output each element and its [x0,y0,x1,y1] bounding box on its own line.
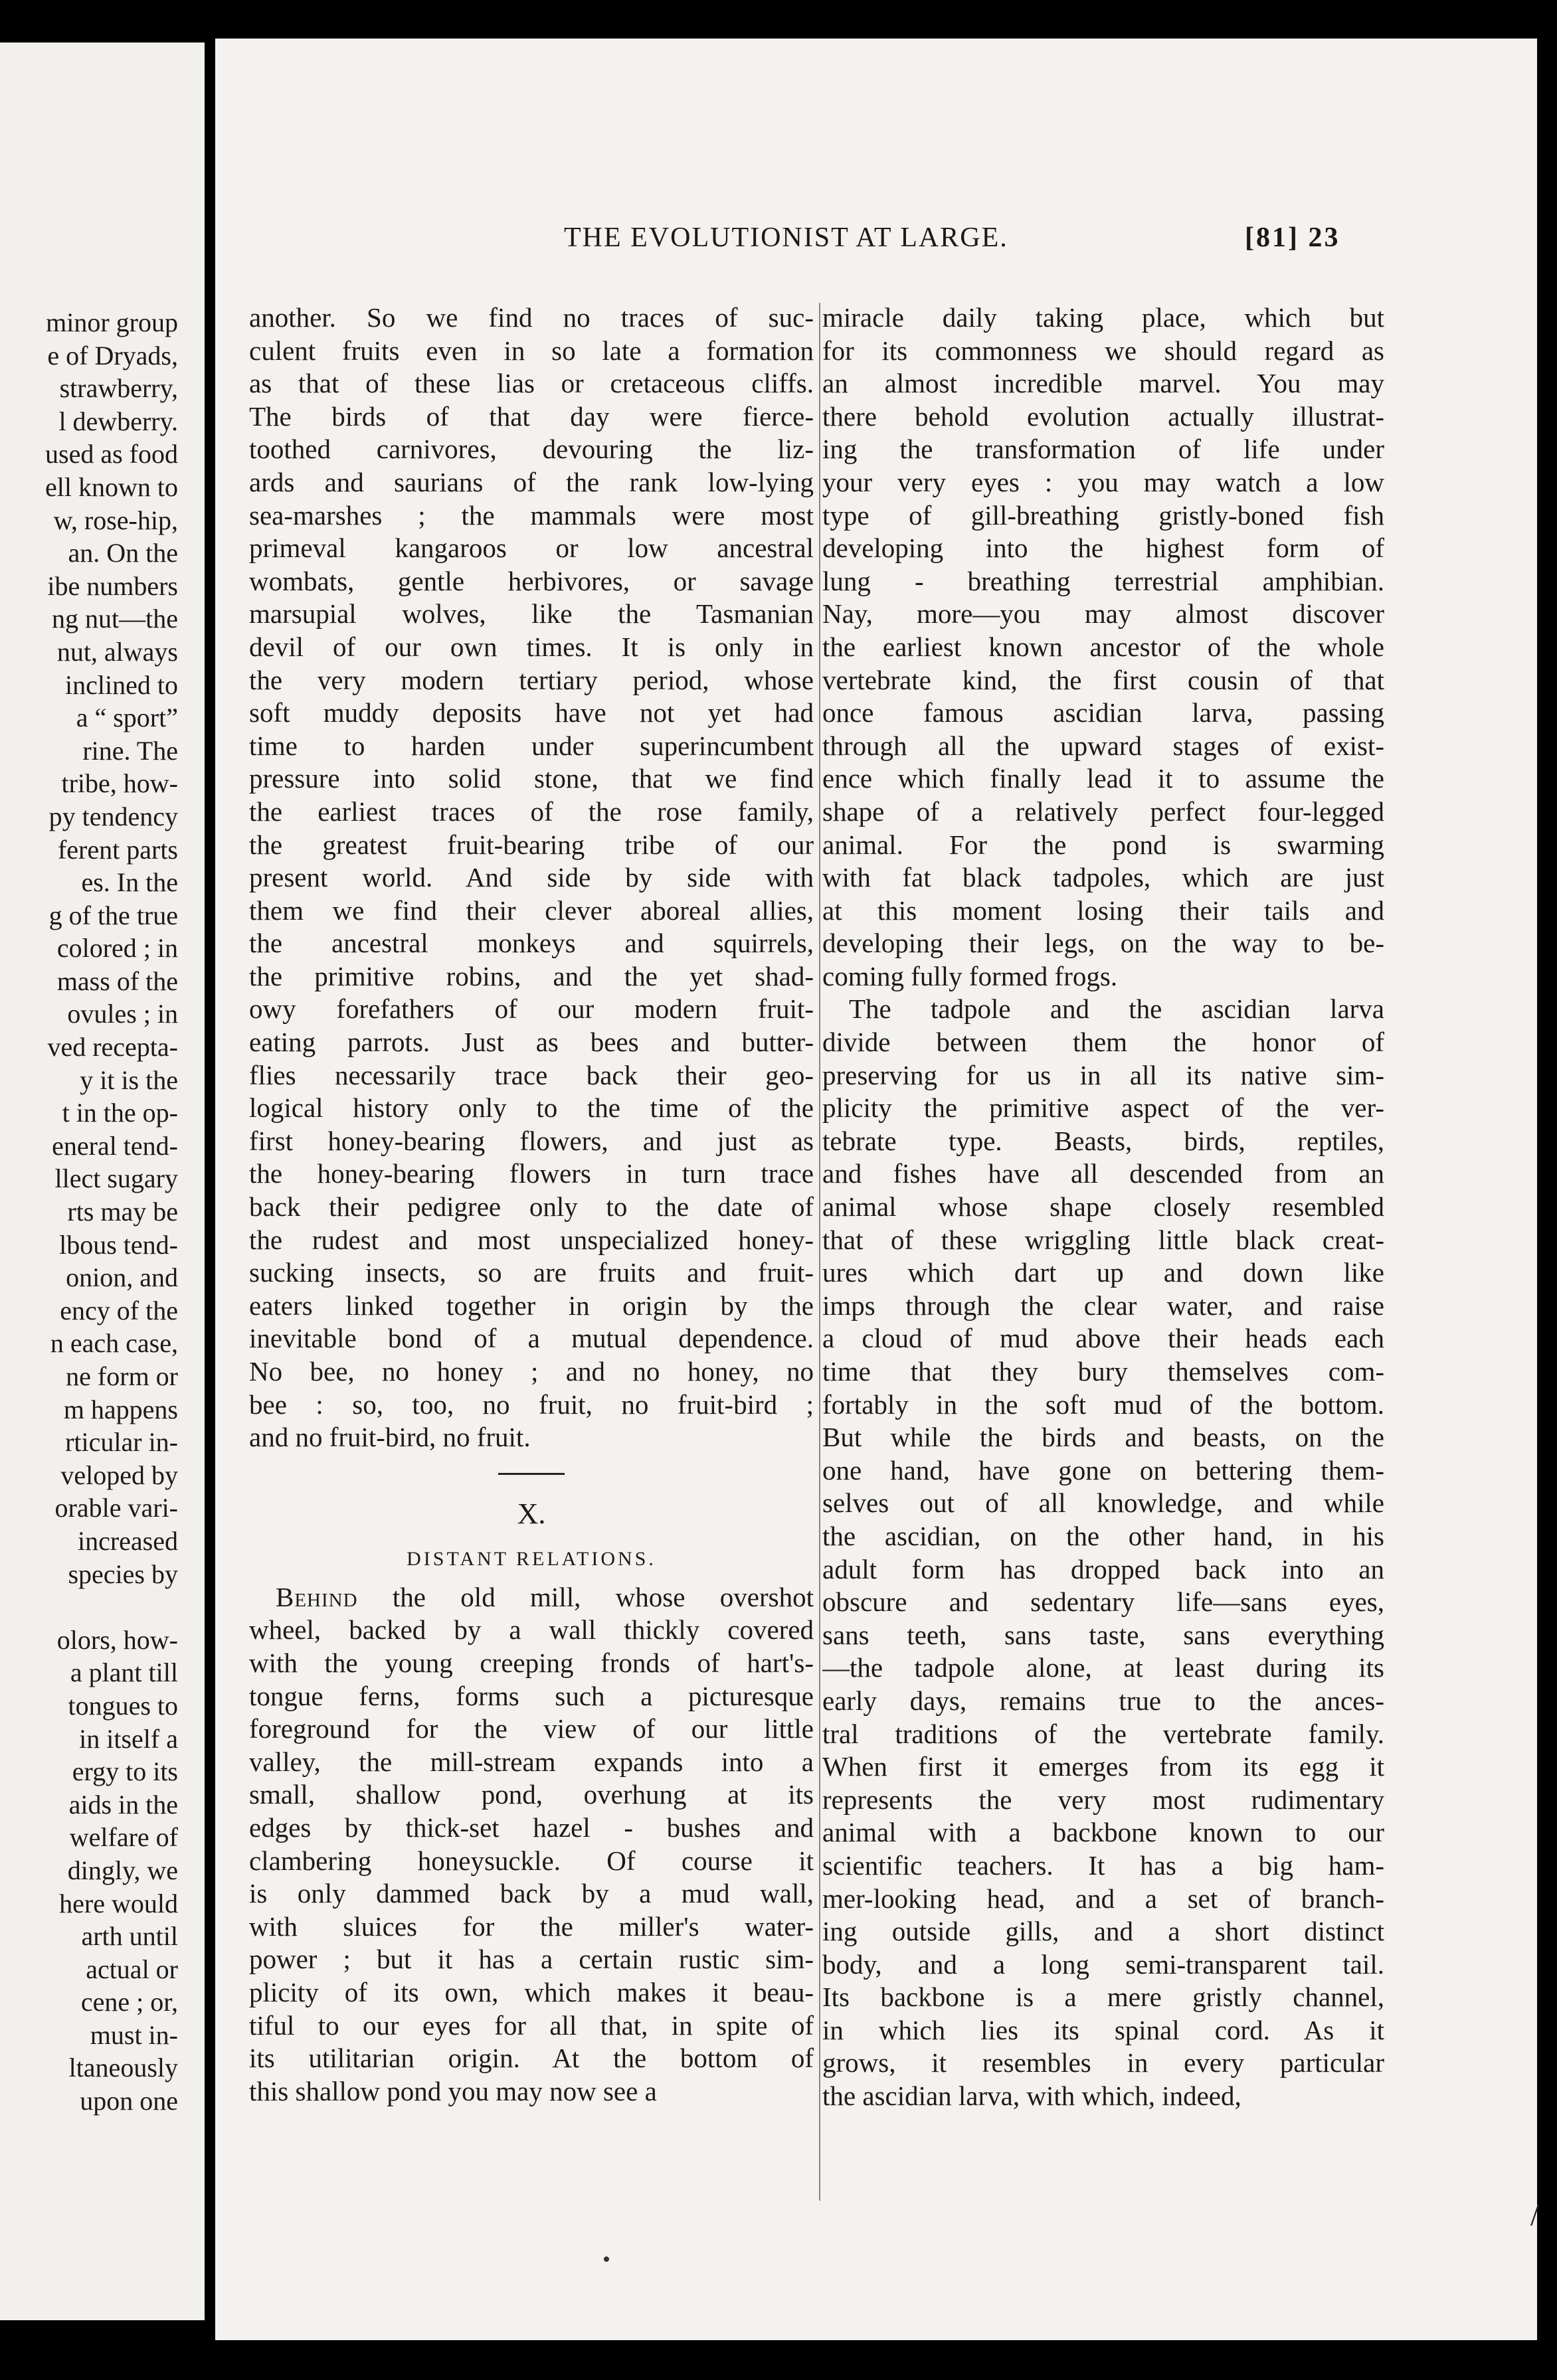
text-line: divide between them the honor of [822,1027,1384,1058]
text-line: time that they bury themselves com- [822,1356,1384,1387]
section-separator-rule [498,1473,565,1475]
text-line: The tadpole and the ascidian larva [849,993,1384,1025]
text-line: once famous ascidian larva, passing [822,697,1384,728]
text-line: mer-looking head, and a set of branch- [822,1883,1384,1914]
text-line: inevitable bond of a mutual dependence. [249,1323,814,1354]
facing-page-line: cene ; or, [80,1987,178,2017]
facing-page-line: l dewberry. [58,406,178,436]
facing-page-line: species by [68,1559,178,1589]
facing-page-line: ferent parts [57,834,178,865]
text-line: tongue ferns, forms such a picturesque [249,1680,814,1711]
text-line: marsupial wolves, like the Tasmanian [249,598,814,630]
facing-page-line: dingly, we [67,1855,178,1885]
facing-page-line: eneral tend- [52,1130,178,1161]
text-line: adult form has dropped back into an [822,1553,1384,1584]
text-line: there behold evolution actually illustrat- [822,400,1384,432]
facing-page-line: ibe numbers [47,570,178,601]
text-line: with the young creeping fronds of hart's- [249,1647,814,1678]
text-line: grows, it resembles in every particular [822,2047,1384,2079]
facing-page-line: e of Dryads, [47,340,178,371]
text-line: power ; but it has a certain rustic sim- [249,1944,814,1975]
text-line: with fat black tadpoles, which are just [822,862,1384,893]
text-line: body, and a long semi-transparent tail. [822,1948,1384,1980]
text-line: wheel, backed by a wall thickly covered [249,1614,814,1646]
text-line: the ancestral monkeys and squirrels, [249,928,814,959]
text-line: back their pedigree only to the date of [249,1191,814,1223]
text-line: is only dammed back by a mud wall, [249,1878,814,1909]
section-number: X. [517,1497,546,1530]
facing-page-line: ne form or [66,1361,178,1391]
text-line: culent fruits even in so late a formation [249,335,814,366]
facing-page-line: onion, and [66,1262,178,1293]
text-line: this shallow pond you may now see a [249,2075,657,2106]
right-column [822,301,1384,2113]
text-line: ing the transformation of life under [822,434,1384,465]
section-first-word: Behind [276,1581,358,1612]
facing-page-line: increased [77,1525,178,1556]
text-line: logical history only to the time of the [249,1092,814,1124]
page-edge-mark: / [1530,2197,1540,2233]
text-line: first honey-bearing flowers, and just as [249,1125,814,1156]
text-line: an almost incredible marvel. You may [822,368,1384,399]
page-number: [81] 23 [1245,222,1340,253]
text-line: wombats, gentle herbivores, or savage [249,565,814,596]
text-line: developing their legs, on the way to be- [822,928,1384,959]
right-column-paragraph-2 [822,993,1384,2112]
facing-page-line: colored ; in [56,933,178,964]
text-line: shape of a relatively perfect four-legged [822,796,1384,827]
text-line: preserving for us in all its native sim- [822,1059,1384,1090]
facing-page-line: rticular in- [65,1427,178,1458]
facing-page-line: orable vari- [54,1493,178,1523]
text-line: foreground for the view of our little [249,1713,814,1744]
text-line: sucking insects, so are fruits and fruit- [249,1257,814,1288]
text-line: bee : so, too, no fruit, no fruit-bird ; [249,1389,814,1420]
facing-page-line: here would [59,1888,178,1918]
text-line: clambering honeysuckle. Of course it [249,1845,814,1876]
text-line: obscure and sedentary life—sans eyes, [822,1586,1384,1618]
facing-page-line: ovules ; in [67,999,178,1029]
text-line: ures which dart up and down like [822,1257,1384,1288]
facing-page-line: minor group [46,307,178,337]
text-line: flies necessarily trace back their geo- [249,1059,814,1090]
text-line: The birds of that day were fierce- [249,400,814,432]
text-line: the earliest known ancestor of the whole [822,631,1384,662]
text-line: early days, remains true to the ances- [822,1685,1384,1716]
facing-page-line: ency of the [60,1295,178,1325]
text-line: Nay, more—you may almost discover [822,598,1384,630]
text-line: lung - breathing terrestrial amphibian. [822,565,1384,596]
section-first-line [249,1581,814,1614]
text-line: No bee, no honey ; and no honey, no [249,1356,814,1387]
facing-page-line: veloped by [60,1460,178,1490]
text-line: primeval kangaroos or low ancestral [249,533,814,564]
text-line: that of these wriggling little black creat- [822,1224,1384,1255]
text-line: sans teeth, sans taste, sans everything [822,1619,1384,1650]
text-line: Its backbone is a mere gristly channel, [822,1982,1384,2013]
facing-page-line: strawberry, [59,373,178,404]
facing-page-line: es. In the [81,867,178,898]
text-line: the rudest and most unspecialized honey- [249,1224,814,1255]
facing-page-text [0,306,178,2118]
text-line: type of gill-breathing gristly-boned fish [822,499,1384,531]
text-line: When first it emerges from its egg it [822,1751,1384,1782]
facing-page-line: w, rose-hip, [53,505,178,535]
text-line: present world. And side by side with [249,862,814,893]
facing-page-line: aids in the [68,1789,178,1820]
facing-page-line: rts may be [67,1197,178,1227]
text-line: ards and saurians of the rank low-lying [249,466,814,497]
text-line: eaters linked together in origin by the [249,1290,814,1321]
text-line: tiful to our eyes for all that, in spite of [249,2009,814,2041]
text-line: animal with a backbone known to our [822,1817,1384,1848]
text-line: represents the very most rudimentary [822,1784,1384,1815]
text-line: valley, the mill-stream expands into a [249,1746,814,1777]
text-line: plicity of its own, which makes it beau- [249,1976,814,2007]
text-line: edges by thick-set hazel - bushes and [249,1812,814,1843]
facing-page-line: rine. The [82,735,178,766]
facing-page-line: tongues to [68,1690,178,1721]
text-line: the primitive robins, and the yet shad- [249,960,814,991]
facing-page-line: lbous tend- [59,1229,178,1260]
facing-page-line: an. On the [68,538,178,568]
facing-page-line: olors, how- [56,1624,178,1655]
column-divider [819,303,820,2201]
text-line: and fishes have all descended from an [822,1158,1384,1189]
facing-page-line: tribe, how- [61,768,178,799]
text-line: tral traditions of the vertebrate family. [822,1718,1384,1749]
text-line: through all the upward stages of exist- [822,730,1384,761]
running-head-title: THE EVOLUTIONIST AT LARGE. [564,222,1008,253]
text-line: another. So we find no traces of suc- [249,302,814,333]
facing-page-line: y it is the [80,1064,178,1095]
text-line: fortably in the soft mud of the bottom. [822,1389,1384,1420]
text-line: plicity the primitive aspect of the ver- [822,1092,1384,1124]
facing-page-line: arth until [81,1921,178,1952]
text-line: the honey-bearing flowers in turn trace [249,1158,814,1189]
text-line: in which lies its spinal cord. As it [822,2014,1384,2045]
text-line: with sluices for the miller's water- [249,1911,814,1942]
facing-page-line: py tendency [48,801,178,831]
text-line: the ascidian larva, with which, indeed, [822,2081,1241,2112]
text-line: animal. For the pond is swarming [822,829,1384,860]
facing-page-line: nut, always [56,636,178,667]
text-line: —the tadpole alone, at least during its [822,1652,1384,1683]
facing-page-line: ng nut—the [52,604,178,634]
text-line: as that of these lias or cretaceous cliffs. [249,368,814,399]
facing-page-line: welfare of [69,1822,178,1853]
facing-page-line: inclined to [65,669,178,700]
facing-page-line: in itself a [79,1723,178,1754]
text-line: its utilitarian origin. At the bottom of [249,2043,814,2074]
right-column-paragraph-1 [822,301,1384,993]
text-line: your very eyes : you may watch a low [822,466,1384,497]
facing-page-line: t in the op- [62,1098,178,1128]
text-line: tebrate type. Beasts, birds, reptiles, [822,1125,1384,1156]
text-line: ing outside gills, and a short distinct [822,1916,1384,1947]
facing-page-line: upon one [80,2086,178,2116]
text-line: the ascidian, on the other hand, in his [822,1520,1384,1551]
facing-page-line: a “ sport” [76,703,178,733]
text-line: for its commonness we should regard as [822,335,1384,366]
text-line: sea-marshes ; the mammals were most [249,499,814,531]
facing-page-fragment [0,42,205,2320]
facing-page-line: mass of the [56,966,178,996]
section-first-line-rest: the old mill, whose overshot [357,1581,814,1612]
text-line: eating parrots. Just as bees and butter- [249,1027,814,1058]
facing-page-line: must in- [90,2019,178,2050]
facing-page-line: ltaneously [68,2053,178,2083]
text-line: and no fruit-bird, no fruit. [249,1422,531,1453]
facing-page-line: llect sugary [54,1163,178,1194]
left-column [249,301,814,2108]
facing-page-line: ved recepta- [47,1032,178,1062]
text-line: pressure into solid stone, that we find [249,763,814,794]
text-line: But while the birds and beasts, on the [822,1422,1384,1453]
text-line: the earliest traces of the rose family, [249,796,814,827]
text-line: miracle daily taking place, which but [822,302,1384,333]
facing-page-line: used as food [45,439,178,469]
text-line: time to harden under superincumbent [249,730,814,761]
text-line: owy forefathers of our modern fruit- [249,993,814,1025]
text-line: imps through the clear water, and raise [822,1290,1384,1321]
text-line: coming fully formed frogs. [822,960,1118,991]
text-line: ence which finally lead it to assume the [822,763,1384,794]
text-line: developing into the highest form of [822,533,1384,564]
facing-page-line [0,1590,178,1624]
text-line: selves out of all knowledge, and while [822,1488,1384,1519]
text-line: at this moment losing their tails and [822,894,1384,926]
text-line: small, shallow pond, overhung at its [249,1779,814,1810]
text-line: the greatest fruit-bearing tribe of our [249,829,814,860]
facing-page-line: actual or [86,1954,178,1984]
facing-page-line: n each case, [50,1328,178,1359]
ink-speck [604,2256,609,2262]
text-line: soft muddy deposits have not yet had [249,697,814,728]
left-column-paragraph [249,301,814,1454]
facing-page-line: ergy to its [72,1756,178,1787]
text-line: a cloud of mud above their heads each [822,1323,1384,1354]
facing-page-line: g of the true [48,900,178,930]
section-paragraph [249,1614,814,2108]
text-line: toothed carnivores, devouring the liz- [249,434,814,465]
facing-page-line: a plant till [70,1658,178,1688]
section-title: DISTANT RELATIONS. [407,1547,656,1570]
text-line: devil of our own times. It is only in [249,631,814,662]
text-line: them we find their clever aboreal allies, [249,894,814,926]
text-line: one hand, have gone on bettering them- [822,1454,1384,1486]
text-line: scientific teachers. It has a big ham- [822,1849,1384,1881]
text-line: vertebrate kind, the first cousin of that [822,664,1384,695]
book-page [215,39,1540,2340]
facing-page-line: ell known to [45,471,178,502]
text-line: animal whose shape closely resembled [822,1191,1384,1223]
text-line: the very modern tertiary period, whose [249,664,814,695]
facing-page-line: m happens [63,1394,178,1424]
